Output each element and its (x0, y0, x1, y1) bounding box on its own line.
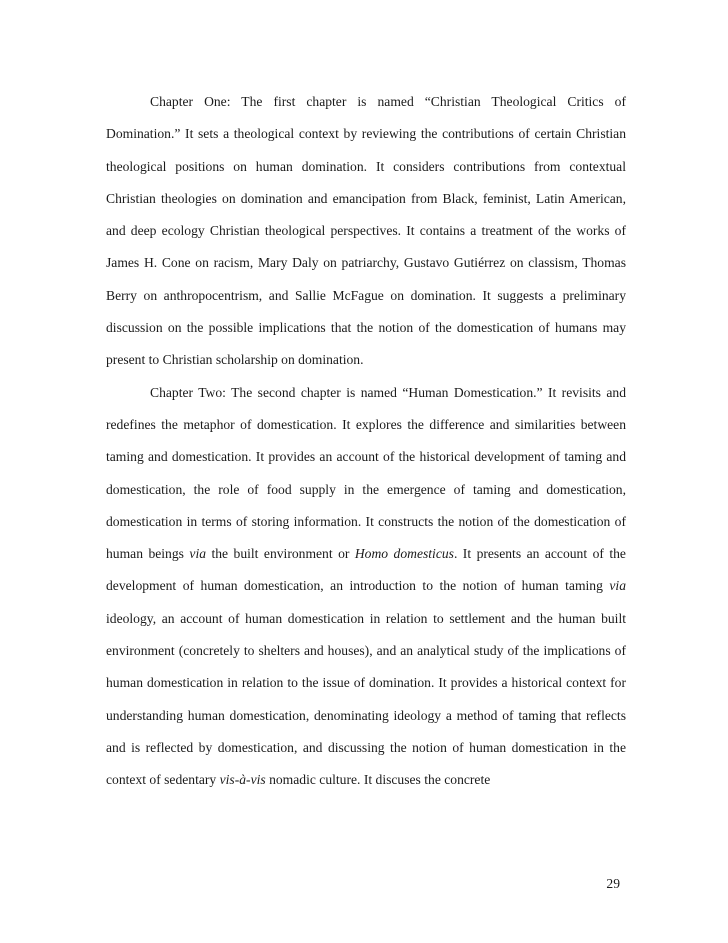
text-run: ideology, an account of human domestication in relation to settlement and the human built environment (concretely to shelters and houses), and an analytical study of the implications of human domestication in relation to the issue of domination. It provides a historical context for understanding human domestication, denominating ideology a method of taming that reflects and is reflected by domestication, and discussing the notion of human domestication in the context of sedentary (106, 610, 626, 788)
paragraph-chapter-two (106, 377, 626, 797)
text-run: . It presents an account of the development of human domestication, an introduction to the notion of human taming (106, 546, 626, 594)
text-run: nomadic culture. It discuses the concrete (265, 772, 491, 788)
text-run: Chapter One: The first chapter is named “Christian Theological Critics of Domination.” It sets a theological context by reviewing the contributions of certain Christian theological positions on human domination. It considers contributions from contextual Christian theologies on domination and emancipation from Black, feminist, Latin American, and deep ecology Christian theological perspectives. It contains a treatment of the works of James H. Cone on racism, Mary Daly on patriarchy, Gustavo Gutiérrez on classism, Thomas Berry on anthropocentrism, and Sallie McFague on domination. It suggests a preliminary discussion on the possible implications that the notion of the domestication of humans may present to Christian scholarship on domination. (106, 94, 626, 368)
text-run: the built environment or (206, 546, 355, 562)
italic-run: Homo domesticus (354, 546, 454, 562)
italic-run: via (189, 546, 207, 562)
paragraph-chapter-one (106, 86, 626, 377)
italic-run: via (609, 578, 626, 594)
body-text (106, 86, 626, 797)
page-number: 29 (606, 876, 620, 891)
italic-run: vis-à-vis (219, 772, 266, 788)
text-run: Chapter Two: The second chapter is named “Human Domestication.” It revisits and redefines the metaphor of domestication. It explores the difference and similarities between taming and domestication. It provides an account of the historical development of taming and domestication, the role of food supply in the emergence of taming and domestication, domestication in terms of storing information. It constructs the notion of the domestication of human beings (106, 384, 626, 562)
